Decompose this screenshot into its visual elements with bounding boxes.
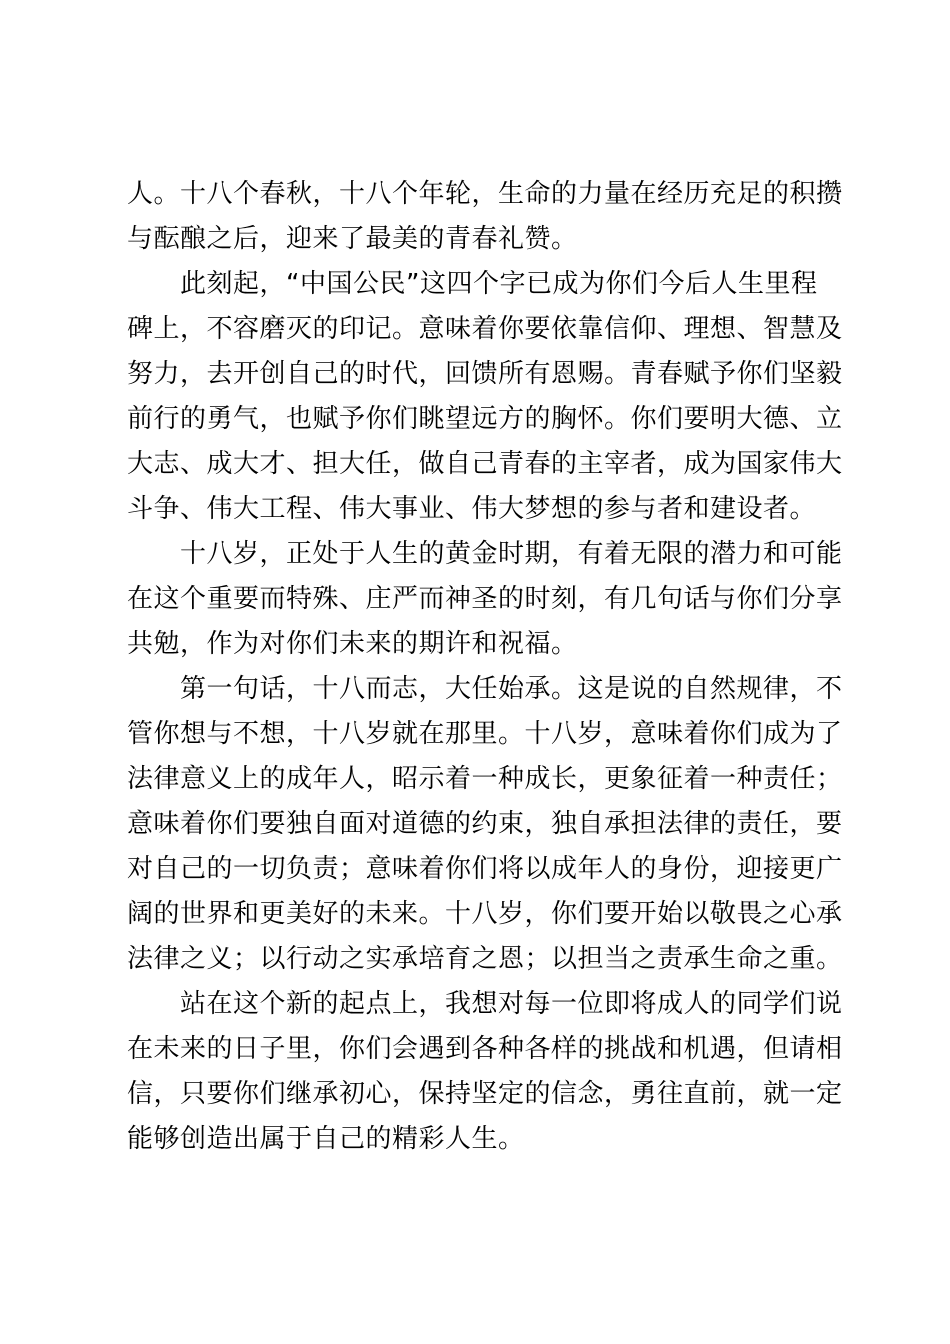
text-line: 斗争、伟大工程、伟大事业、伟大梦想的参与者和建设者。 [127,494,817,524]
paragraph-first-line: 第一句话，十八而志，大任始承。这是说的自然规律，不 [180,674,843,704]
text-line: 管你想与不想，十八岁就在那里。十八岁，意味着你们成为了 [127,719,843,749]
paragraph-first-line: 此刻起，“中国公民”这四个字已成为你们今后人生里程 [180,269,818,299]
paragraph-first-line: 站在这个新的起点上，我想对每一位即将成人的同学们说 [180,989,843,1019]
text-line: 对自己的一切负责；意味着你们将以成年人的身份，迎接更广 [127,854,843,884]
text-line: 阔的世界和更美好的未来。十八岁，你们要开始以敬畏之心承 [127,899,843,929]
text-line: 大志、成大才、担大任，做自己青春的主宰者，成为国家伟大 [127,449,843,479]
text-line: 意味着你们要独自面对道德的约束，独自承担法律的责任，要 [127,809,843,839]
text-line: 法律之义；以行动之实承培育之恩；以担当之责承生命之重。 [127,944,843,974]
text-line: 法律意义上的成年人，昭示着一种成长，更象征着一种责任； [127,764,843,794]
text-line: 共勉，作为对你们未来的期许和祝福。 [127,629,578,659]
text-line: 碑上，不容磨灭的印记。意味着你要依靠信仰、理想、智慧及 [127,314,843,344]
document-body [127,172,843,1162]
text-line: 人。十八个春秋，十八个年轮，生命的力量在经历充足的积攒 [127,179,843,209]
text-line: 能够创造出属于自己的精彩人生。 [127,1124,525,1154]
text-line: 在这个重要而特殊、庄严而神圣的时刻，有几句话与你们分享 [127,584,843,614]
text-line: 努力，去开创自己的时代，回馈所有恩赐。青春赋予你们坚毅 [127,359,843,389]
paragraph-first-line: 十八岁，正处于人生的黄金时期，有着无限的潜力和可能 [180,539,843,569]
text-line: 在未来的日子里，你们会遇到各种各样的挑战和机遇，但请相 [127,1034,843,1064]
text-line: 与酝酿之后，迎来了最美的青春礼赞。 [127,224,578,254]
text-line: 信，只要你们继承初心，保持坚定的信念，勇往直前，就一定 [127,1079,843,1109]
text-line: 前行的勇气，也赋予你们眺望远方的胸怀。你们要明大德、立 [127,404,843,434]
